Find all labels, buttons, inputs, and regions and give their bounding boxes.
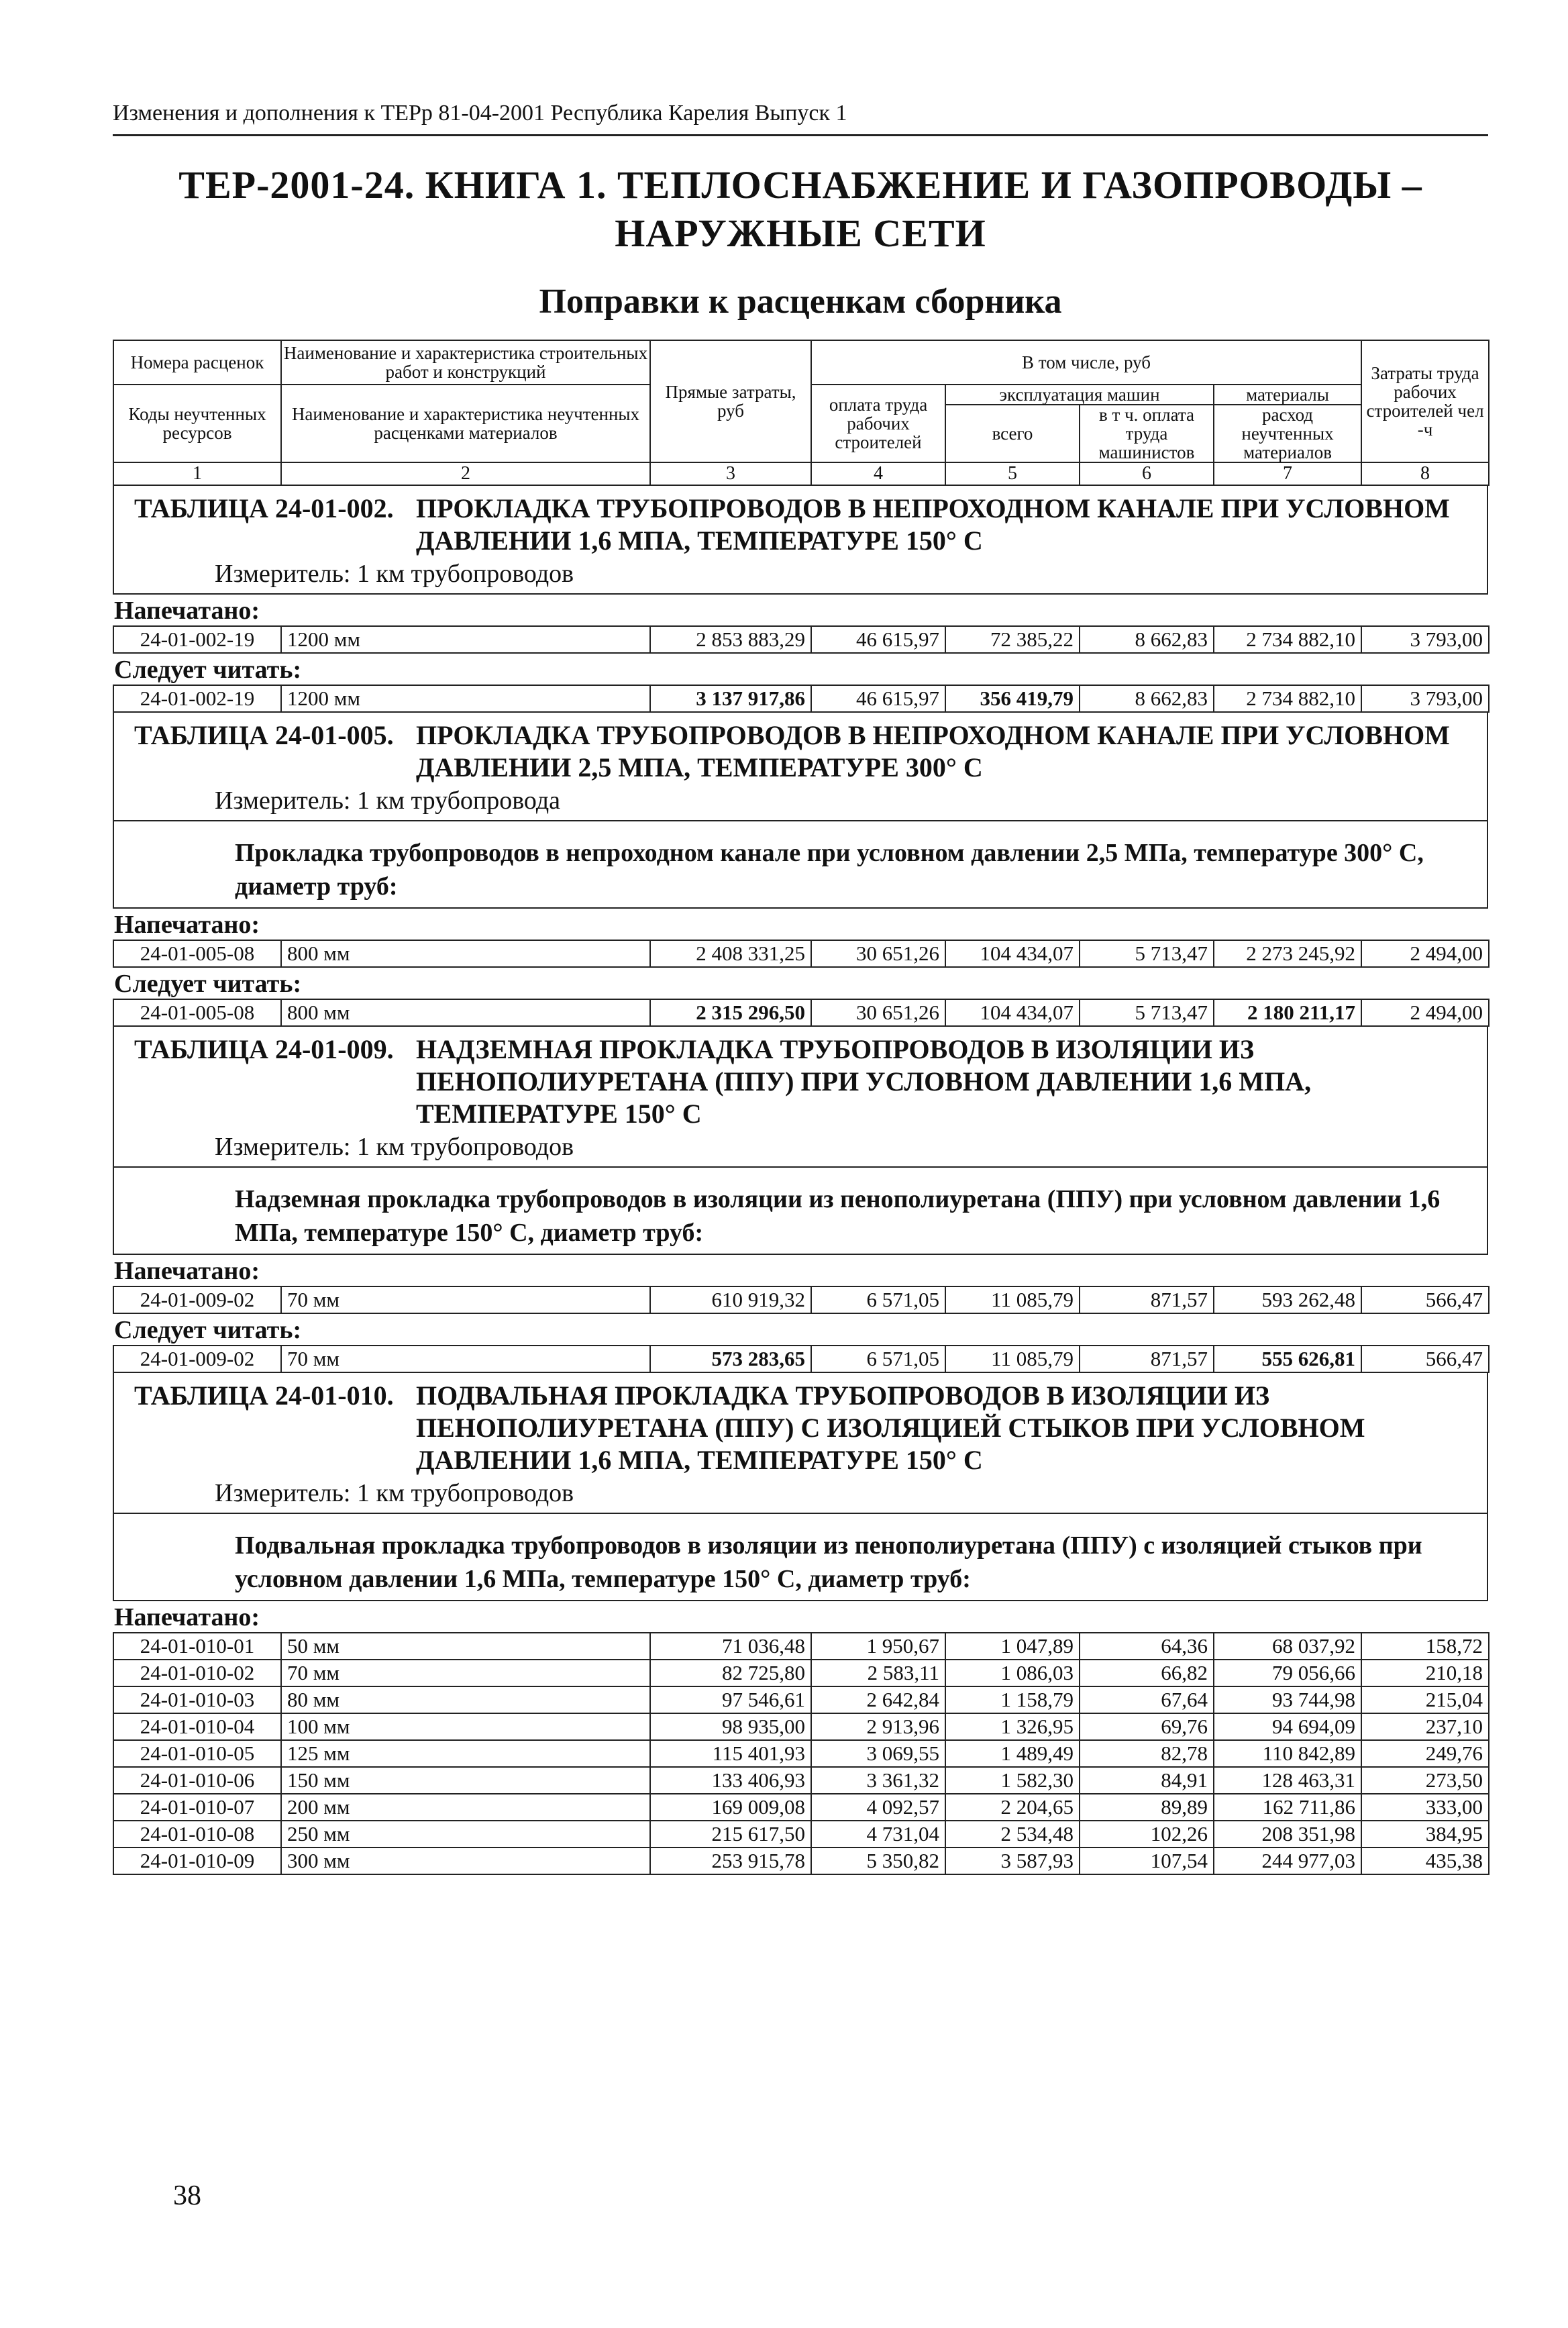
pipe-diameter-cell: 250 мм xyxy=(281,1821,650,1848)
value-cell: 82,78 xyxy=(1080,1740,1214,1767)
pipe-diameter-cell: 800 мм xyxy=(281,940,650,967)
value-cell: 98 935,00 xyxy=(650,1713,811,1740)
value-cell: 2 494,00 xyxy=(1361,940,1489,967)
page-number: 38 xyxy=(173,2180,201,2211)
col3-header: Прямые затраты, руб xyxy=(650,340,811,462)
table-meter: Измеритель: 1 км трубопровода xyxy=(215,787,561,815)
title-line-1: ТЕР-2001-24. КНИГА 1. ТЕПЛОСНАБЖЕНИЕ И ГАЗОПРОВОДЫ – xyxy=(178,163,1422,207)
value-cell: 1 047,89 xyxy=(945,1633,1080,1660)
table-row xyxy=(113,626,1489,653)
table-heading-block xyxy=(113,1027,1488,1168)
rate-code-cell: 24-01-010-07 xyxy=(113,1794,281,1821)
printed-label: Напечатано: xyxy=(114,1257,260,1285)
value-cell: 1 086,03 xyxy=(945,1660,1080,1686)
value-cell: 333,00 xyxy=(1361,1794,1489,1821)
value-cell: 2 315 296,50 xyxy=(650,999,811,1026)
pipe-diameter-cell: 1200 мм xyxy=(281,685,650,712)
rate-code-cell: 24-01-010-04 xyxy=(113,1713,281,1740)
value-cell: 69,76 xyxy=(1080,1713,1214,1740)
table-row xyxy=(113,1633,1489,1660)
value-cell: 93 744,98 xyxy=(1214,1686,1361,1713)
table-number: ТАБЛИЦА 24-01-009. xyxy=(134,1034,394,1064)
value-cell: 4 731,04 xyxy=(811,1821,945,1848)
value-cell: 215 617,50 xyxy=(650,1821,811,1848)
table-meter: Измеритель: 1 км трубопроводов xyxy=(215,1479,574,1507)
rate-code-cell: 24-01-009-02 xyxy=(113,1346,281,1372)
value-cell: 128 463,31 xyxy=(1214,1767,1361,1794)
pipe-diameter-cell: 200 мм xyxy=(281,1794,650,1821)
col-number: 3 xyxy=(650,462,811,485)
value-cell: 3 069,55 xyxy=(811,1740,945,1767)
value-cell: 2 494,00 xyxy=(1361,999,1489,1026)
value-cell: 273,50 xyxy=(1361,1767,1489,1794)
value-cell: 169 009,08 xyxy=(650,1794,811,1821)
value-cell: 2 408 331,25 xyxy=(650,940,811,967)
printed-label: Напечатано: xyxy=(114,597,260,625)
value-cell: 6 571,05 xyxy=(811,1286,945,1313)
value-cell: 2 583,11 xyxy=(811,1660,945,1686)
col2-header: Наименование и характеристика строительных работ и конструкций xyxy=(281,340,650,385)
value-cell: 2 204,65 xyxy=(945,1794,1080,1821)
value-cell: 2 642,84 xyxy=(811,1686,945,1713)
value-cell: 8 662,83 xyxy=(1080,685,1214,712)
rate-code-cell: 24-01-010-03 xyxy=(113,1686,281,1713)
table-number: ТАБЛИЦА 24-01-002. xyxy=(134,493,394,523)
value-cell: 97 546,61 xyxy=(650,1686,811,1713)
value-cell: 82 725,80 xyxy=(650,1660,811,1686)
col-number: 8 xyxy=(1361,462,1489,485)
col-number: 4 xyxy=(811,462,945,485)
table-row xyxy=(113,1346,1489,1372)
value-cell: 2 273 245,92 xyxy=(1214,940,1361,967)
group-header: В том числе, руб xyxy=(811,340,1361,385)
should-read-label: Следует читать: xyxy=(114,656,302,684)
value-cell: 3 587,93 xyxy=(945,1848,1080,1874)
work-description: Подвальная прокладка трубопроводов в изоляции из пенополиуретана (ППУ) с изоляцией стыков при условном давлении 1,6 МПа, температуре 150° С, диаметр труб: xyxy=(113,1514,1488,1601)
printed-label: Напечатано: xyxy=(114,911,260,939)
table-row xyxy=(113,1848,1489,1874)
rate-code-cell: 24-01-005-08 xyxy=(113,940,281,967)
value-cell: 46 615,97 xyxy=(811,685,945,712)
pipe-diameter-cell: 70 мм xyxy=(281,1660,650,1686)
printed-values-table xyxy=(113,1286,1489,1314)
value-cell: 89,89 xyxy=(1080,1794,1214,1821)
value-cell: 64,36 xyxy=(1080,1633,1214,1660)
value-cell: 249,76 xyxy=(1361,1740,1489,1767)
running-header: Изменения и дополнения к ТЕРр 81-04-2001 Республика Карелия Выпуск 1 xyxy=(113,101,1488,136)
value-cell: 84,91 xyxy=(1080,1767,1214,1794)
value-cell: 566,47 xyxy=(1361,1346,1489,1372)
rate-code-cell: 24-01-010-08 xyxy=(113,1821,281,1848)
table-heading-block xyxy=(113,1373,1488,1514)
table-meter: Измеритель: 1 км трубопроводов xyxy=(215,560,574,588)
value-cell: 102,26 xyxy=(1080,1821,1214,1848)
pipe-diameter-cell: 150 мм xyxy=(281,1767,650,1794)
col-number: 1 xyxy=(113,462,281,485)
table-row xyxy=(113,1660,1489,1686)
section-title: Поправки к расценкам сборника xyxy=(539,283,1062,321)
pipe-diameter-cell: 800 мм xyxy=(281,999,650,1026)
value-cell: 356 419,79 xyxy=(945,685,1080,712)
col2-subheader: Наименование и характеристика неучтенных расценками материалов xyxy=(281,385,650,462)
printed-values-table xyxy=(113,940,1489,968)
pipe-diameter-cell: 125 мм xyxy=(281,1740,650,1767)
value-cell: 94 694,09 xyxy=(1214,1713,1361,1740)
value-cell: 11 085,79 xyxy=(945,1346,1080,1372)
value-cell: 610 919,32 xyxy=(650,1286,811,1313)
pipe-diameter-cell: 1200 мм xyxy=(281,626,650,653)
col-number: 6 xyxy=(1080,462,1214,485)
work-description: Прокладка трубопроводов в непроходном канале при условном давлении 2,5 МПа, температуре 300° С, диаметр труб: xyxy=(113,821,1488,909)
value-cell: 871,57 xyxy=(1080,1286,1214,1313)
rate-code-cell: 24-01-010-02 xyxy=(113,1660,281,1686)
work-description: Надземная прокладка трубопроводов в изоляции из пенополиуретана (ППУ) при условном давлении 1,6 МПа, температуре 150° С, диаметр труб: xyxy=(113,1168,1488,1255)
rate-code-cell: 24-01-010-06 xyxy=(113,1767,281,1794)
column-header-table xyxy=(113,340,1489,486)
printed-values-table xyxy=(113,625,1489,654)
rate-code-cell: 24-01-005-08 xyxy=(113,999,281,1026)
col4-header: оплата труда рабочих строителей xyxy=(811,385,945,462)
value-cell: 11 085,79 xyxy=(945,1286,1080,1313)
corrected-values-table xyxy=(113,999,1489,1027)
col7-header: расход неучтенных материалов xyxy=(1214,405,1361,462)
value-cell: 2 180 211,17 xyxy=(1214,999,1361,1026)
value-cell: 435,38 xyxy=(1361,1848,1489,1874)
value-cell: 3 793,00 xyxy=(1361,626,1489,653)
value-cell: 2 913,96 xyxy=(811,1713,945,1740)
value-cell: 555 626,81 xyxy=(1214,1346,1361,1372)
value-cell: 72 385,22 xyxy=(945,626,1080,653)
value-cell: 566,47 xyxy=(1361,1286,1489,1313)
corrected-values-table xyxy=(113,685,1489,713)
value-cell: 30 651,26 xyxy=(811,940,945,967)
table-row xyxy=(113,1286,1489,1313)
value-cell: 1 582,30 xyxy=(945,1767,1080,1794)
title-line-2: НАРУЖНЫЕ СЕТИ xyxy=(615,211,986,255)
value-cell: 46 615,97 xyxy=(811,626,945,653)
value-cell: 79 056,66 xyxy=(1214,1660,1361,1686)
table-title: НАДЗЕМНАЯ ПРОКЛАДКА ТРУБОПРОВОДОВ В ИЗОЛЯЦИИ ИЗ ПЕНОПОЛИУРЕТАНА (ППУ) ПРИ УСЛОВНОМ ДАВЛЕНИИ 1,6 МПА, ТЕМПЕРАТУРЕ 150° С xyxy=(416,1034,1312,1129)
machines-header: эксплуатация машин xyxy=(945,385,1214,405)
table-meter: Измеритель: 1 км трубопроводов xyxy=(215,1133,574,1161)
value-cell: 210,18 xyxy=(1361,1660,1489,1686)
table-title: ПРОКЛАДКА ТРУБОПРОВОДОВ В НЕПРОХОДНОМ КАНАЛЕ ПРИ УСЛОВНОМ ДАВЛЕНИИ 2,5 МПА, ТЕМПЕРАТУРЕ 300° С xyxy=(416,720,1450,782)
pipe-diameter-cell: 70 мм xyxy=(281,1346,650,1372)
col5-header: всего xyxy=(945,405,1080,462)
value-cell: 5 713,47 xyxy=(1080,999,1214,1026)
value-cell: 2 734 882,10 xyxy=(1214,685,1361,712)
table-row xyxy=(113,1686,1489,1713)
value-cell: 1 489,49 xyxy=(945,1740,1080,1767)
value-cell: 3 137 917,86 xyxy=(650,685,811,712)
table-row xyxy=(113,1821,1489,1848)
value-cell: 115 401,93 xyxy=(650,1740,811,1767)
table-row xyxy=(113,1794,1489,1821)
value-cell: 104 434,07 xyxy=(945,999,1080,1026)
table-heading-block xyxy=(113,486,1488,595)
pipe-diameter-cell: 300 мм xyxy=(281,1848,650,1874)
table-row xyxy=(113,1767,1489,1794)
col1-header: Номера расценок xyxy=(113,340,281,385)
value-cell: 4 092,57 xyxy=(811,1794,945,1821)
table-row xyxy=(113,1740,1489,1767)
value-cell: 6 571,05 xyxy=(811,1346,945,1372)
value-cell: 67,64 xyxy=(1080,1686,1214,1713)
value-cell: 158,72 xyxy=(1361,1633,1489,1660)
col1-subheader: Коды неучтенных ресурсов xyxy=(113,385,281,462)
value-cell: 593 262,48 xyxy=(1214,1286,1361,1313)
col8-header: Затраты труда рабочих строителей чел -ч xyxy=(1361,340,1489,462)
rate-code-cell: 24-01-002-19 xyxy=(113,685,281,712)
printed-values-table xyxy=(113,1632,1489,1875)
col-number: 5 xyxy=(945,462,1080,485)
pipe-diameter-cell: 70 мм xyxy=(281,1286,650,1313)
value-cell: 162 711,86 xyxy=(1214,1794,1361,1821)
value-cell: 253 915,78 xyxy=(650,1848,811,1874)
corrections-content xyxy=(113,340,1488,1875)
value-cell: 133 406,93 xyxy=(650,1767,811,1794)
value-cell: 110 842,89 xyxy=(1214,1740,1361,1767)
corrected-values-table xyxy=(113,1345,1489,1373)
rate-code-cell: 24-01-010-05 xyxy=(113,1740,281,1767)
table-heading xyxy=(114,1380,1487,1476)
value-cell: 5 713,47 xyxy=(1080,940,1214,967)
table-heading xyxy=(114,1033,1487,1130)
rate-code-cell: 24-01-009-02 xyxy=(113,1286,281,1313)
should-read-label: Следует читать: xyxy=(114,1316,302,1344)
value-cell: 2 734 882,10 xyxy=(1214,626,1361,653)
rate-code-cell: 24-01-010-01 xyxy=(113,1633,281,1660)
value-cell: 871,57 xyxy=(1080,1346,1214,1372)
value-cell: 1 950,67 xyxy=(811,1633,945,1660)
table-row xyxy=(113,940,1489,967)
value-cell: 1 158,79 xyxy=(945,1686,1080,1713)
pipe-diameter-cell: 80 мм xyxy=(281,1686,650,1713)
value-cell: 244 977,03 xyxy=(1214,1848,1361,1874)
col-number: 7 xyxy=(1214,462,1361,485)
value-cell: 1 326,95 xyxy=(945,1713,1080,1740)
value-cell: 66,82 xyxy=(1080,1660,1214,1686)
materials-header: материалы xyxy=(1214,385,1361,405)
col6-header: в т ч. оплата труда машинистов xyxy=(1080,405,1214,462)
table-number: ТАБЛИЦА 24-01-010. xyxy=(134,1380,394,1411)
table-row xyxy=(113,685,1489,712)
value-cell: 71 036,48 xyxy=(650,1633,811,1660)
pipe-diameter-cell: 100 мм xyxy=(281,1713,650,1740)
table-title: ПОДВАЛЬНАЯ ПРОКЛАДКА ТРУБОПРОВОДОВ В ИЗОЛЯЦИИ ИЗ ПЕНОПОЛИУРЕТАНА (ППУ) С ИЗОЛЯЦИЕЙ СТЫКОВ ПРИ УСЛОВНОМ ДАВЛЕНИИ 1,6 МПА, ТЕМПЕРАТУРЕ 150° С xyxy=(416,1380,1365,1475)
value-cell: 104 434,07 xyxy=(945,940,1080,967)
printed-label: Напечатано: xyxy=(114,1603,260,1631)
value-cell: 208 351,98 xyxy=(1214,1821,1361,1848)
value-cell: 2 853 883,29 xyxy=(650,626,811,653)
table-row xyxy=(113,1713,1489,1740)
value-cell: 30 651,26 xyxy=(811,999,945,1026)
value-cell: 2 534,48 xyxy=(945,1821,1080,1848)
document-title xyxy=(113,161,1488,258)
table-heading-block xyxy=(113,713,1488,821)
value-cell: 8 662,83 xyxy=(1080,626,1214,653)
value-cell: 573 283,65 xyxy=(650,1346,811,1372)
value-cell: 68 037,92 xyxy=(1214,1633,1361,1660)
value-cell: 107,54 xyxy=(1080,1848,1214,1874)
value-cell: 3 793,00 xyxy=(1361,685,1489,712)
pipe-diameter-cell: 50 мм xyxy=(281,1633,650,1660)
col-number: 2 xyxy=(281,462,650,485)
value-cell: 3 361,32 xyxy=(811,1767,945,1794)
value-cell: 384,95 xyxy=(1361,1821,1489,1848)
table-number: ТАБЛИЦА 24-01-005. xyxy=(134,720,394,750)
table-heading xyxy=(114,493,1487,557)
value-cell: 237,10 xyxy=(1361,1713,1489,1740)
rate-code-cell: 24-01-002-19 xyxy=(113,626,281,653)
value-cell: 215,04 xyxy=(1361,1686,1489,1713)
table-row xyxy=(113,999,1489,1026)
should-read-label: Следует читать: xyxy=(114,970,302,998)
rate-code-cell: 24-01-010-09 xyxy=(113,1848,281,1874)
table-title: ПРОКЛАДКА ТРУБОПРОВОДОВ В НЕПРОХОДНОМ КАНАЛЕ ПРИ УСЛОВНОМ ДАВЛЕНИИ 1,6 МПА, ТЕМПЕРАТУРЕ 150° С xyxy=(416,493,1450,556)
table-heading xyxy=(114,719,1487,784)
value-cell: 5 350,82 xyxy=(811,1848,945,1874)
